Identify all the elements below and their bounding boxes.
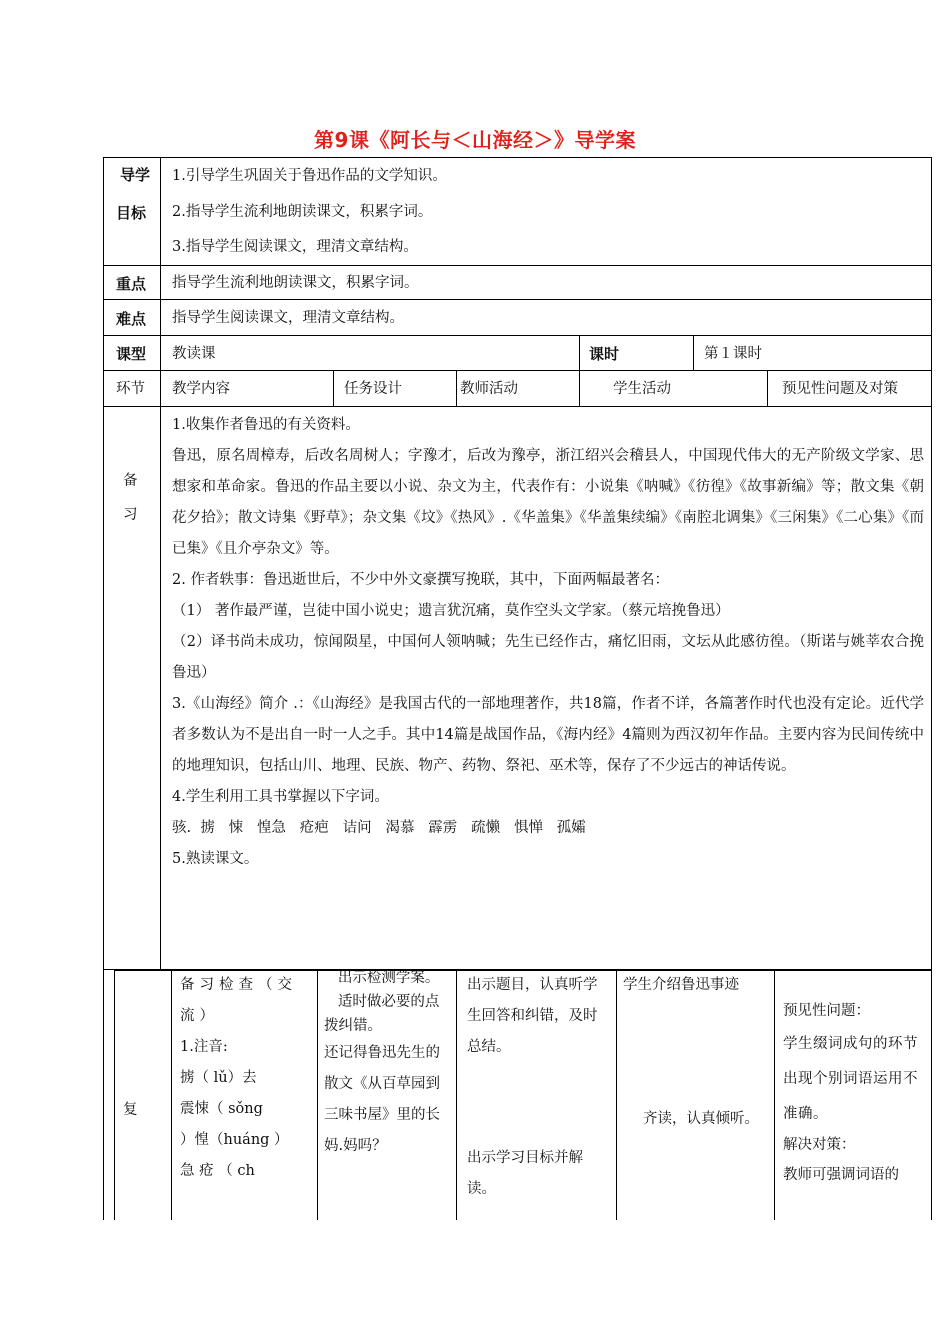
prep-paragraph: （1） 著作最严谨，岂徒中国小说史；遗言犹沉痛，莫作空头文学家。（蔡元培挽鲁迅） [172, 603, 730, 619]
column-divider [171, 970, 172, 1220]
prep-content [172, 410, 924, 875]
review-task [324, 966, 452, 1162]
key-point-text: 指导学生流利地朗读课文，积累字词。 [172, 275, 419, 291]
column-divider [333, 370, 334, 406]
column-header: 任务设计 [344, 381, 402, 397]
column-divider [767, 370, 768, 406]
review-forecast-line: 预见性问题： [783, 1003, 870, 1019]
review-content-line: 震悚（ sǒng [180, 1101, 263, 1117]
row-divider [104, 406, 931, 407]
column-divider [616, 970, 617, 1220]
review-content-line: 掳（ lǔ）去 [180, 1070, 257, 1086]
column-header: 预见性问题及对策 [782, 381, 898, 397]
row-divider [104, 299, 931, 300]
review-task-line: 还记得鲁迅先生的散文《从百草园到三味书屋》里的长妈.妈吗？ [324, 1045, 440, 1154]
difficulty-label: 难点 [116, 310, 147, 328]
lesson-type-value: 教读课 [172, 346, 216, 362]
review-teacher-text: 出示题目，认真听学生回答和纠错，及时总结。 [467, 977, 598, 1055]
row-divider [104, 335, 931, 336]
prep-paragraph: 2. 作者轶事：鲁迅逝世后，不少中外文豪撰写挽联，其中，下面两幅最著名： [172, 572, 669, 588]
prep-paragraph: 5.熟读课文。 [172, 851, 259, 867]
row-divider [104, 265, 931, 266]
lesson-type-label: 课型 [116, 345, 147, 363]
review-table [103, 970, 932, 1220]
column-divider [774, 970, 775, 1220]
lesson-hours-value: 第１课时 [704, 346, 762, 362]
page-title: 第9课《阿长与＜山海经＞》导学案 [314, 128, 636, 152]
lesson-plan-table [103, 157, 932, 970]
column-divider [579, 335, 580, 406]
review-task-line: 出示检测学案。 [324, 970, 440, 986]
row-divider [104, 370, 931, 371]
review-content-line: 备习检查（交流） [180, 977, 297, 1024]
goals-label: 目标 [116, 204, 147, 222]
lesson-hours-label: 课时 [589, 345, 620, 363]
prep-paragraph: 1.收集作者鲁迅的有关资料。 [172, 417, 360, 433]
review-content-line: ）惶（huáng ） [180, 1132, 289, 1148]
review-label: 复 [123, 1102, 138, 1118]
difficulty-text: 指导学生阅读课文，理清文章结构。 [172, 310, 404, 326]
review-content [180, 970, 312, 1187]
prep-paragraph: 骇. 掳 悚 惶急 疮疤 诘问 渴慕 霹雳 疏懒 惧惮 孤孀 [172, 820, 586, 836]
column-divider [114, 970, 115, 1220]
prep-paragraph: 鲁迅，原名周樟寿，后改名周树人；字豫才，后改为豫亭，浙江绍兴会稽县人，中国现代伟大的无产阶级文学家、思想家和革命家。鲁迅的作品主要以小说、杂文为主，代表作有：小说集《呐喊》《彷徨》《故事新编》等；散文集《朝花夕拾》；散文诗集《野草》；杂文集《坟》《热风》.《华盖集》《华盖集续编》《南腔北调集》《三闲集》《二心集》《而已集》《且介亭杂文》等。 [172, 448, 924, 557]
review-student [643, 1104, 771, 1135]
goal-item: 1.引导学生巩固关于鲁迅作品的文学知识。 [172, 168, 447, 184]
goals-label: 导学 [120, 166, 151, 184]
column-divider [160, 158, 161, 970]
review-teacher [467, 1143, 611, 1205]
prep-label: 习 [123, 507, 138, 523]
column-divider [456, 970, 457, 1220]
review-teacher-text: 出示学习目标并解读。 [467, 1150, 583, 1197]
prep-paragraph: 4.学生利用工具书掌握以下字词。 [172, 789, 389, 805]
review-student-text: 齐读，认真倾听。 [643, 1111, 759, 1127]
column-header: 学生活动 [613, 381, 671, 397]
review-student-text: 学生介绍鲁迅事迹 [623, 977, 739, 993]
review-forecast-line: 教师可强调词语的 [783, 1167, 899, 1183]
prep-paragraph: （2）译书尚未成功，惊闻陨星，中国何人领呐喊；先生已经作古，痛忆旧雨，文坛从此感彷徨。（斯诺与姚莘农合挽鲁迅） [172, 634, 924, 681]
key-point-label: 重点 [116, 275, 147, 293]
column-header: 教师活动 [460, 381, 518, 397]
column-divider [693, 335, 694, 370]
goal-item: 2.指导学生流利地朗读课文，积累字词。 [172, 204, 433, 220]
review-student [623, 970, 771, 1001]
column-header: 环节 [116, 381, 145, 397]
review-content-line: 急 疮 （ ch [180, 1163, 255, 1179]
goal-item: 3.指导学生阅读课文，理清文章结构。 [172, 239, 418, 255]
column-divider [317, 970, 318, 1220]
column-header: 教学内容 [172, 381, 230, 397]
review-forecast [783, 996, 925, 1193]
review-forecast-line: 解决对策： [783, 1137, 856, 1153]
review-teacher [467, 970, 611, 1063]
review-forecast-line: 学生缀词成句的环节出现个别词语运用不准确。 [783, 1036, 918, 1122]
prep-paragraph: 3.《山海经》简介 .：《山海经》是我国古代的一部地理著作，共18篇，作者不详，各篇著作时代也没有定论。近代学者多数认为不是出自一时一人之手。其中14篇是战国作品，《海内经》4篇则为西汉初年作品。主要内容为民间传统中的地理知识，包括山川、地理、民族、物产、药物、祭祀、巫术等，保存了不少远古的神话传说。 [172, 696, 924, 774]
review-content-line: 1.注音: [180, 1039, 228, 1055]
prep-label: 备 [123, 473, 138, 489]
review-task-line: 适时做必要的点拨纠错。 [324, 994, 440, 1034]
column-divider [456, 370, 457, 406]
